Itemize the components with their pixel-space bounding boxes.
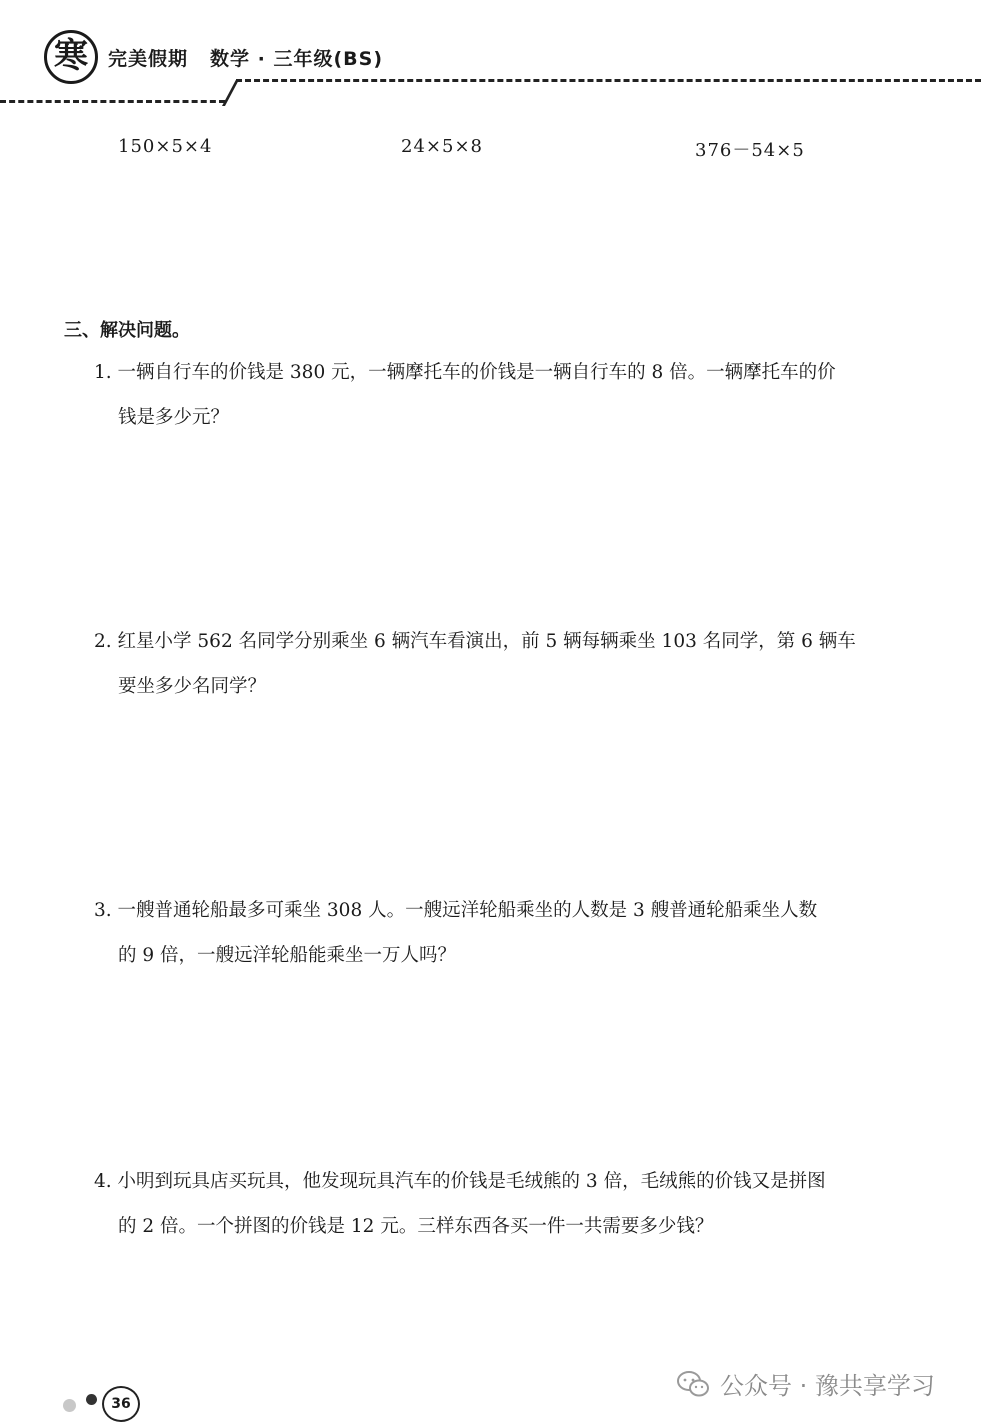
logo-badge bbox=[44, 30, 98, 84]
exercise-2: 24×5×8 bbox=[401, 136, 483, 157]
logo-char: 寒 bbox=[54, 36, 88, 76]
watermark-text: 公众号 · 豫共享学习 bbox=[720, 1372, 935, 1400]
problem-1 bbox=[94, 350, 944, 440]
exercise-3: 376－54×5 bbox=[695, 140, 805, 161]
wechat-icon bbox=[676, 1370, 710, 1398]
header-series: 完美假期 bbox=[108, 48, 189, 70]
header-divider-right bbox=[236, 79, 981, 82]
exercise-1: 150×5×4 bbox=[118, 136, 213, 157]
problem-1-line-1: 1. 一辆自行车的价钱是 380 元，一辆摩托车的价钱是一辆自行车的 8 倍。一辆摩托车的价 bbox=[94, 362, 836, 383]
problem-3 bbox=[94, 888, 944, 978]
problem-1-line-2: 钱是多少元？ bbox=[118, 407, 230, 428]
header-divider-slash bbox=[222, 80, 239, 106]
header-subject: 数学 · 三年级(BS) bbox=[210, 48, 383, 70]
problem-2-line-2: 要坐多少名同学？ bbox=[118, 676, 267, 697]
header-title bbox=[108, 44, 383, 71]
problem-4 bbox=[94, 1159, 944, 1249]
page-number bbox=[102, 1386, 140, 1422]
header-divider-left bbox=[0, 100, 225, 103]
watermark bbox=[676, 1366, 935, 1401]
problem-2-line-1: 2. 红星小学 562 名同学分别乘坐 6 辆汽车看演出，前 5 辆每辆乘坐 103 名同学，第 6 辆车 bbox=[94, 631, 856, 652]
section-title: 三、解决问题。 bbox=[64, 320, 190, 341]
problem-4-line-1: 4. 小明到玩具店买玩具，他发现玩具汽车的价钱是毛绒熊的 3 倍，毛绒熊的价钱又是拼图 bbox=[94, 1171, 826, 1192]
problem-2 bbox=[94, 619, 944, 709]
page-number-text: 36 bbox=[111, 1396, 131, 1412]
footer-dot-dark bbox=[86, 1394, 97, 1405]
footer-dot-light bbox=[63, 1399, 76, 1412]
problem-3-line-1: 3. 一艘普通轮船最多可乘坐 308 人。一艘远洋轮船乘坐的人数是 3 艘普通轮船乘坐人数 bbox=[94, 900, 818, 921]
problem-4-line-2: 的 2 倍。一个拼图的价钱是 12 元。三样东西各买一件一共需要多少钱？ bbox=[118, 1216, 714, 1237]
problem-3-line-2: 的 9 倍，一艘远洋轮船能乘坐一万人吗？ bbox=[118, 945, 457, 966]
